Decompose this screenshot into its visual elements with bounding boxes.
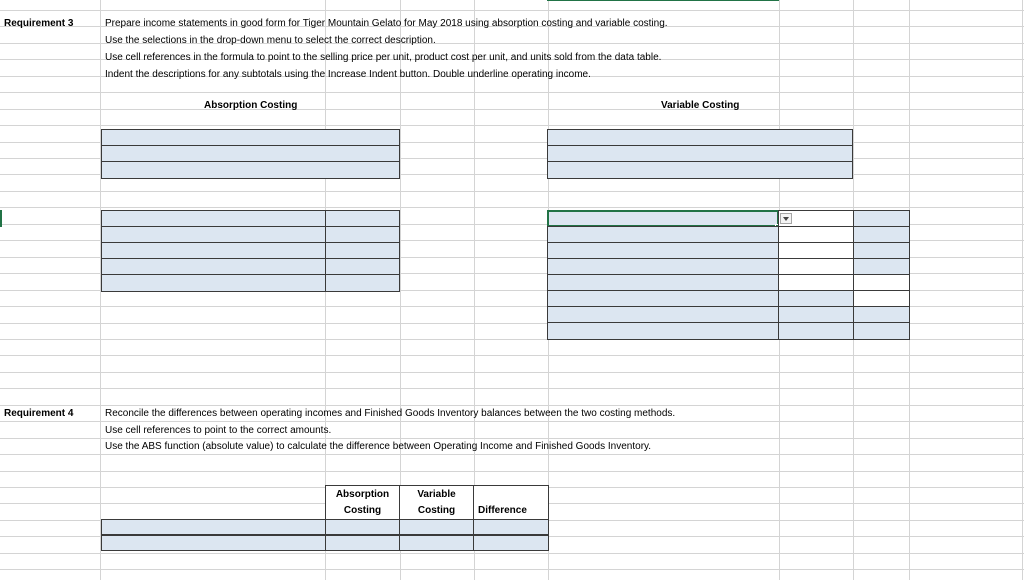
variable-statement-title-cell[interactable] (547, 145, 853, 162)
variable-total-cell[interactable] (853, 258, 910, 275)
requirement-4-label: Requirement 4 (4, 408, 74, 419)
variable-description-cell[interactable] (547, 322, 779, 340)
variable-costing-header: Variable Costing (661, 100, 740, 111)
absorption-description-cell[interactable] (101, 242, 326, 259)
difference-col-header: Difference (478, 505, 527, 516)
reconciliation-description-cell[interactable] (101, 535, 326, 551)
variable-col-header-line1: Variable (417, 489, 456, 500)
variable-description-cell[interactable] (547, 258, 779, 275)
variable-period-cell[interactable] (547, 161, 853, 179)
reconciliation-description-cell[interactable] (101, 519, 326, 535)
requirement-3-label: Requirement 3 (4, 18, 74, 29)
variable-total-cell[interactable] (853, 210, 910, 227)
reconciliation-difference-cell[interactable] (473, 519, 549, 535)
variable-amount-cell[interactable] (778, 274, 854, 291)
absorption-amount-cell[interactable] (325, 274, 400, 292)
variable-amount-cell[interactable] (778, 226, 854, 243)
req4-instruction-1: Reconcile the differences between operating incomes and Finished Goods Inventory balances between the two costing methods. (105, 408, 676, 419)
variable-description-dropdown-cell[interactable] (547, 210, 779, 227)
variable-amount-cell[interactable] (778, 242, 854, 259)
reconciliation-absorption-cell[interactable] (325, 519, 400, 535)
absorption-amount-cell[interactable] (325, 242, 400, 259)
absorption-statement-title-cell[interactable] (101, 145, 400, 162)
dropdown-arrow-icon[interactable] (780, 213, 792, 224)
absorption-amount-cell[interactable] (325, 226, 400, 243)
absorption-company-name-cell[interactable] (101, 129, 400, 146)
variable-amount-cell[interactable] (778, 258, 854, 275)
absorption-description-cell[interactable] (101, 274, 326, 292)
variable-description-cell[interactable] (547, 306, 779, 323)
variable-description-cell[interactable] (547, 290, 779, 307)
variable-amount-cell[interactable] (778, 290, 854, 307)
variable-description-cell[interactable] (547, 274, 779, 291)
absorption-description-cell[interactable] (101, 226, 326, 243)
absorption-costing-header: Absorption Costing (204, 100, 298, 111)
variable-amount-cell[interactable] (778, 322, 854, 340)
variable-col-header-line2: Costing (417, 505, 456, 516)
req4-instruction-2: Use cell references to point to the correct amounts. (105, 425, 332, 436)
absorption-col-header-line2: Costing (343, 505, 382, 516)
variable-company-name-cell[interactable] (547, 129, 853, 146)
req3-instruction-2: Use the selections in the drop-down menu to select the correct description. (105, 35, 436, 46)
absorption-col-header-cell (325, 485, 400, 520)
difference-col-header-cell (473, 485, 549, 520)
variable-total-cell[interactable] (853, 226, 910, 243)
req3-instruction-3: Use cell references in the formula to point to the selling price per unit, product cost per unit, and units sold from the data table. (105, 52, 662, 63)
variable-total-cell[interactable] (853, 290, 910, 307)
absorption-period-cell[interactable] (101, 161, 400, 179)
absorption-col-header-line1: Absorption (335, 489, 390, 500)
variable-col-header-cell (399, 485, 474, 520)
variable-description-cell[interactable] (547, 226, 779, 243)
req3-instruction-1: Prepare income statements in good form for Tiger Mountain Gelato for May 2018 using absorption costing and variable costing. (105, 18, 668, 29)
absorption-amount-cell[interactable] (325, 210, 400, 227)
req3-instruction-4: Indent the descriptions for any subtotals using the Increase Indent button. Double underline operating income. (105, 69, 591, 80)
absorption-amount-cell[interactable] (325, 258, 400, 275)
variable-amount-cell[interactable] (778, 306, 854, 323)
absorption-description-cell[interactable] (101, 258, 326, 275)
reconciliation-variable-cell[interactable] (399, 519, 474, 535)
absorption-description-cell[interactable] (101, 210, 326, 227)
variable-total-cell[interactable] (853, 322, 910, 340)
reconciliation-variable-cell[interactable] (399, 535, 474, 551)
variable-total-cell[interactable] (853, 242, 910, 259)
variable-total-cell[interactable] (853, 306, 910, 323)
active-row-marker (0, 210, 2, 227)
variable-description-cell[interactable] (547, 242, 779, 259)
req4-instruction-3: Use the ABS function (absolute value) to calculate the difference between Operating Income and Finished Goods Inventory. (105, 441, 652, 452)
variable-total-cell[interactable] (853, 274, 910, 291)
reconciliation-difference-cell[interactable] (473, 535, 549, 551)
reconciliation-absorption-cell[interactable] (325, 535, 400, 551)
